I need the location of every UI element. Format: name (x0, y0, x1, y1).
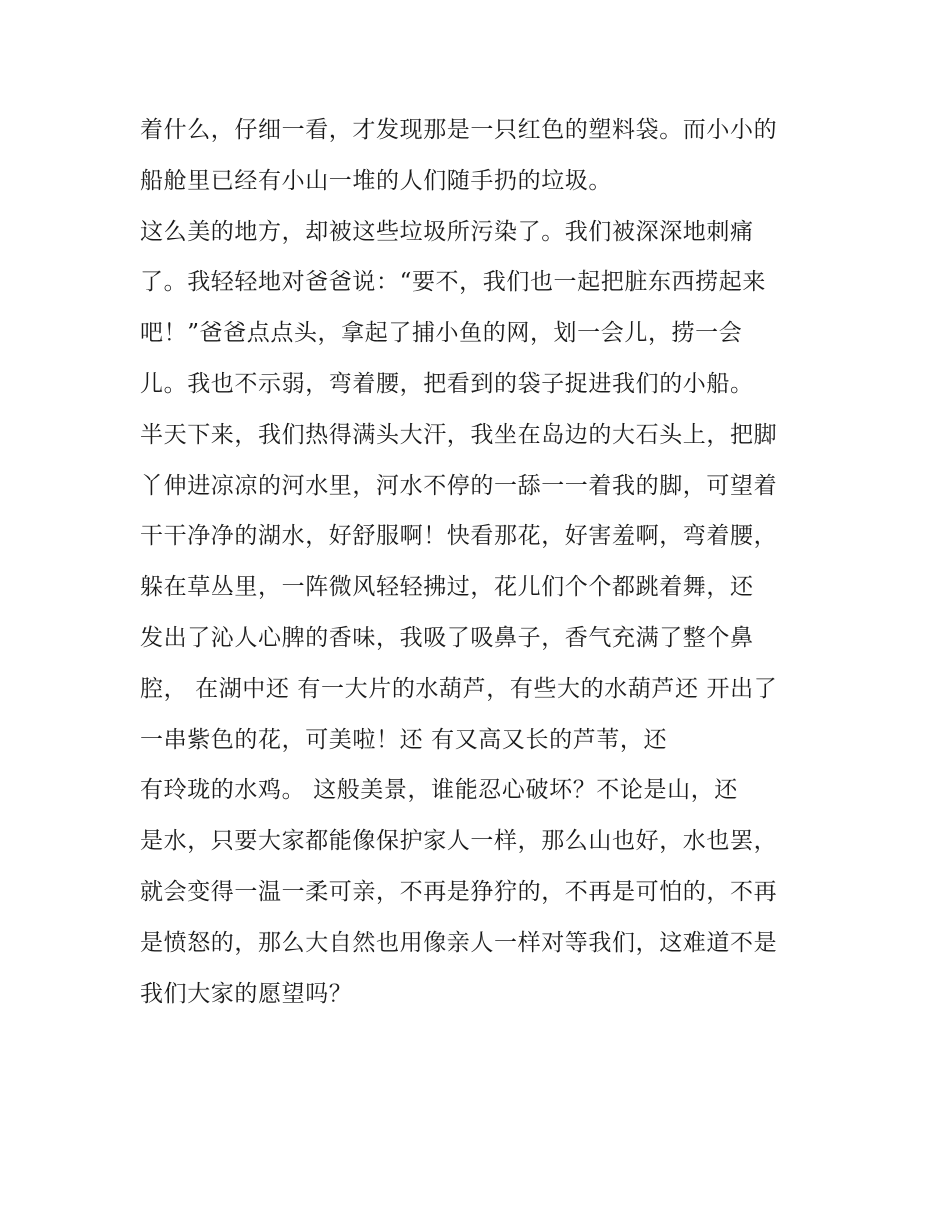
text-line: 一串紫色的花，可美啦！还 有又高又长的芦苇，还 (140, 726, 668, 753)
text-line: 儿。我也不示弱，弯着腰，把看到的袋子捉进我们的小船。 (140, 370, 754, 397)
text-line: 就会变得一温一柔可亲，不再是狰狞的，不再是可怕的，不再 (140, 878, 778, 905)
text-line: 了。我轻轻地对爸爸说：“要不，我们也一起把脏东西捞起来 (140, 269, 766, 296)
text-line: 我们大家的愿望吗？ (140, 980, 353, 1007)
essay-text (140, 105, 840, 1019)
text-line: 是水，只要大家都能像保护家人一样，那么山也好，水也罢， (140, 828, 778, 855)
text-line: 腔， 在湖中还 有一大片的水葫芦，有些大的水葫芦还 开出了 (140, 675, 778, 702)
text-line: 干干净净的湖水，好舒服啊！快看那花，好害羞啊，弯着腰， (140, 523, 778, 550)
text-line: 躲在草丛里，一阵微风轻轻拂过，花儿们个个都跳着舞，还 (140, 574, 754, 601)
text-line: 船舱里已经有小山一堆的人们随手扔的垃圾。 (140, 167, 612, 194)
text-line: 吧！”爸爸点点头，拿起了捕小鱼的网，划一会儿，捞一会 (140, 320, 743, 347)
text-line: 这么美的地方，却被这些垃圾所污染了。我们被深深地刺痛 (140, 218, 754, 245)
text-line: 半天下来，我们热得满头大汗，我坐在岛边的大石头上，把脚 (140, 421, 778, 448)
text-line: 着什么，仔细一看，才发现那是一只红色的塑料袋。而小小的 (140, 117, 778, 143)
text-line: 丫伸进凉凉的河水里，河水不停的一舔一一着我的脚，可望着 (140, 472, 778, 499)
text-line: 有玲珑的水鸡。 这般美景，谁能忍心破坏？不论是山，还 (140, 777, 738, 804)
text-line: 发出了沁人心脾的香味，我吸了吸鼻子，香气充满了整个鼻 (140, 624, 754, 651)
text-line: 是愤怒的，那么大自然也用像亲人一样对等我们，这难道不是 (140, 929, 778, 956)
